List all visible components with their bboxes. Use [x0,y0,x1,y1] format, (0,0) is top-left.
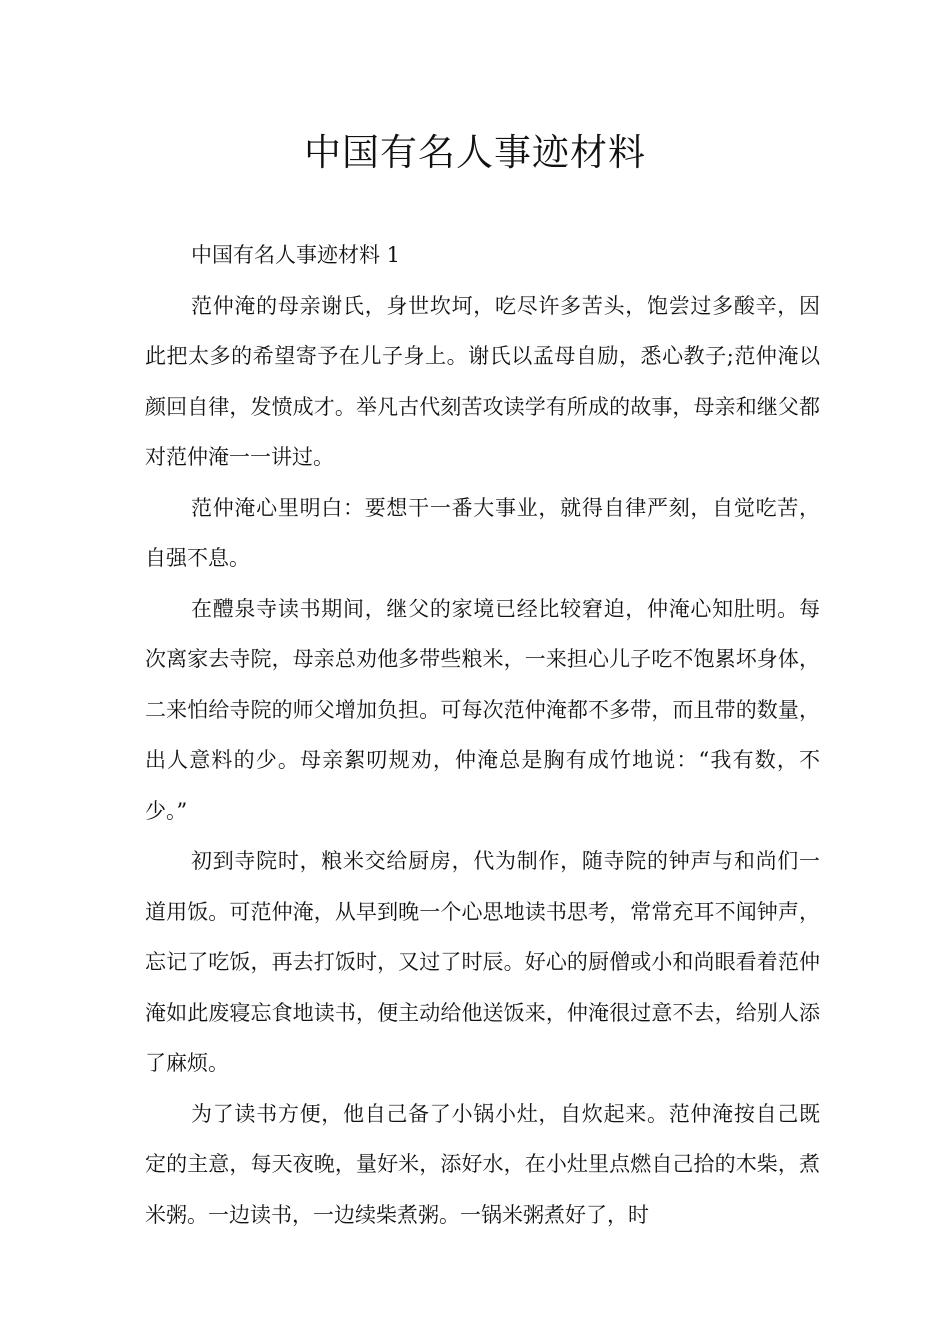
paragraph-5: 为了读书方便，他自己备了小锅小灶，自炊起来。范仲淹按自己既定的主意，每天夜晚，量好米，添好水，在小灶里点燃自己拾的木柴，煮米粥。一边读书，一边续柴煮粥。一锅米粥煮好了，时 [145,1101,820,1227]
paragraph-1: 范仲淹的母亲谢氏，身世坎坷，吃尽许多苦头，饱尝过多酸辛，因此把太多的希望寄予在儿子身上。谢氏以孟母自励，悉心教子;范仲淹以颜回自律，发愤成才。举凡古代刻苦攻读学有所成的故事，母亲和继父都对范仲淹一一讲过。 [145,293,820,469]
document-body [145,230,820,1240]
paragraph-3: 在醴泉寺读书期间，继父的家境已经比较窘迫，仲淹心知肚明。每次离家去寺院，母亲总劝他多带些粮米，一来担心儿子吃不饱累坏身体，二来怕给寺院的师父增加负担。可每次范仲淹都不多带，而且带的数量，出人意料的少。母亲絮叨规劝，仲淹总是胸有成竹地说：“我有数，不少。” [145,596,820,823]
paragraph-2: 范仲淹心里明白：要想干一番大事业，就得自律严刻，自觉吃苦，自强不息。 [145,495,820,570]
section-heading: 中国有名人事迹材料 1 [191,243,401,267]
document-title: 中国有名人事迹材料 [304,131,646,174]
paragraph-4: 初到寺院时，粮米交给厨房，代为制作，随寺院的钟声与和尚们一道用饭。可范仲淹，从早到晚一个心思地读书思考，常常充耳不闻钟声，忘记了吃饭，再去打饭时，又过了时辰。好心的厨僧或小和尚眼看着范仲淹如此废寝忘食地读书，便主动给他送饭来，仲淹很过意不去，给别人添了麻烦。 [145,849,820,1075]
